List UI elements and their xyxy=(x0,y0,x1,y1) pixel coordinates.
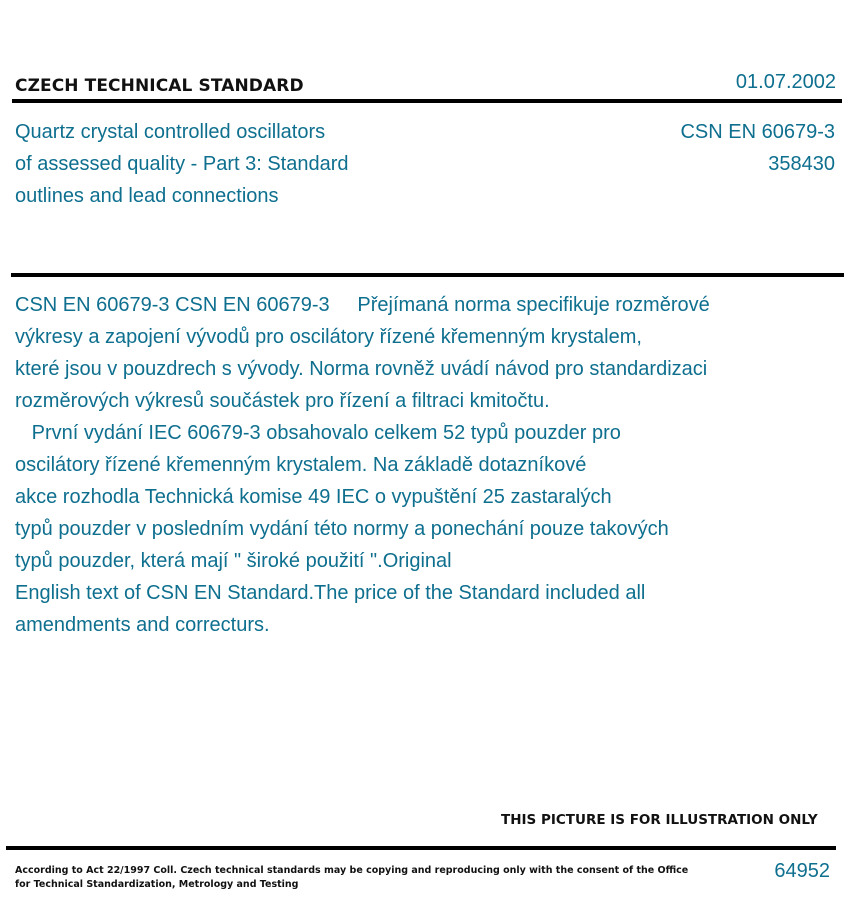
abstract-line: které jsou v pouzdrech s vývody. Norma rovněž uvádí návod pro standardizaci xyxy=(15,358,708,380)
title-line: Quartz crystal controlled oscillators xyxy=(15,121,326,143)
footer-divider xyxy=(6,846,836,850)
abstract-line: amendments and correcturs. xyxy=(15,614,270,636)
standard-code: CSN EN 60679-3 xyxy=(680,121,835,143)
legal-notice xyxy=(15,864,689,891)
title-line: of assessed quality - Part 3: Standard xyxy=(15,153,349,175)
standard-info xyxy=(680,116,835,180)
abstract-line: CSN EN 60679-3 CSN EN 60679-3 Přejímaná norma specifikuje rozměrové xyxy=(15,294,710,316)
document-number: 64952 xyxy=(774,860,830,882)
abstract-line: První vydání IEC 60679-3 obsahovalo celkem 52 typů pouzder pro xyxy=(15,422,621,444)
abstract-line: English text of CSN EN Standard.The price of the Standard included all xyxy=(15,582,646,604)
document-abstract xyxy=(15,289,845,641)
catalog-number: 358430 xyxy=(768,153,835,175)
abstract-line: oscilátory řízené křemenným krystalem. Na základě dotazníkové xyxy=(15,454,587,476)
abstract-line: typů pouzder, která mají " široké použití ".Original xyxy=(15,550,452,572)
document-title xyxy=(15,116,435,212)
illustration-note: THIS PICTURE IS FOR ILLUSTRATION ONLY xyxy=(501,812,818,828)
header-divider xyxy=(12,99,842,103)
abstract-line: výkresy a zapojení vývodů pro oscilátory řízené křemenným krystalem, xyxy=(15,326,642,348)
abstract-line: akce rozhodla Technická komise 49 IEC o vypuštění 25 zastaralých xyxy=(15,486,612,508)
legal-line: According to Act 22/1997 Coll. Czech technical standards may be copying and reproducing only with the consent of the Office xyxy=(15,865,689,876)
abstract-line: typů pouzder v posledním vydání této normy a ponechání pouze takových xyxy=(15,518,669,540)
issue-date: 01.07.2002 xyxy=(735,71,836,93)
title-line: outlines and lead connections xyxy=(15,185,279,207)
header-title: CZECH TECHNICAL STANDARD xyxy=(15,76,304,96)
legal-line: for Technical Standardization, Metrology and Testing xyxy=(15,878,299,890)
abstract-line: rozměrových výkresů součástek pro řízení a filtraci kmitočtu. xyxy=(15,390,550,412)
title-divider xyxy=(11,273,844,277)
